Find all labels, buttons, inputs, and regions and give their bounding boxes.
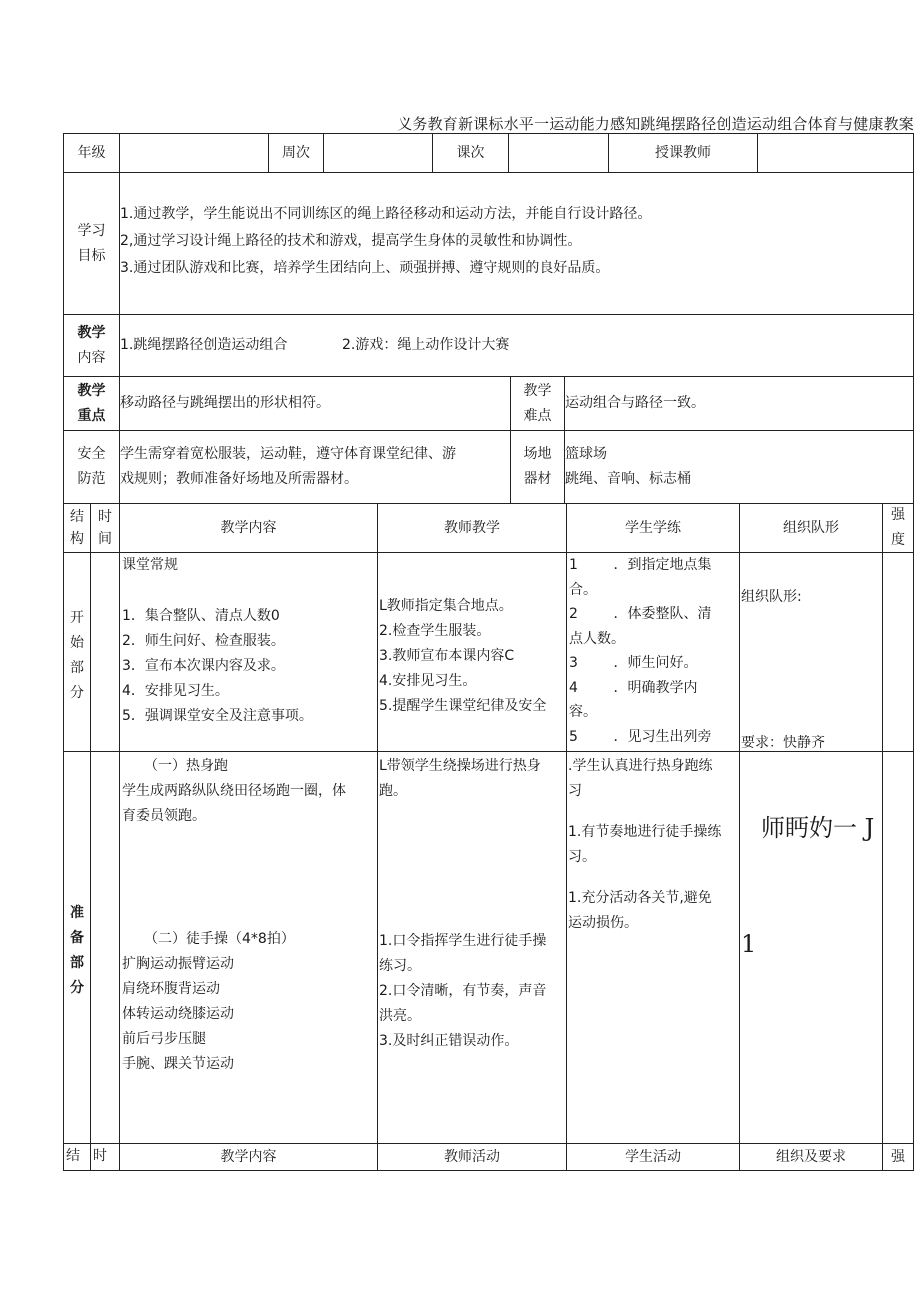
prep-section-label-cell [63,751,91,1144]
student-header: 学生学练 [625,519,681,536]
start-content-item: 5．强调课堂安全及注意事项。 [122,708,313,724]
grade-label-cell [63,133,120,173]
start-student-line: 5 ．见习生出列旁 [569,728,712,745]
grade-value-cell[interactable] [119,133,269,173]
prep-student-line: .学生认真进行热身跑练 [568,758,713,774]
content-label-cell [63,314,120,377]
prep-time-cell[interactable] [90,751,120,1144]
focus-cell [119,376,511,431]
prep-exercise-item: 手腕、踝关节运动 [122,1056,234,1072]
objectives-cell [119,172,914,315]
start-content-item: 2．师生问好、检查服装。 [122,633,285,649]
content-header: 教学内容 [220,519,277,536]
document-title: 义务教育新课标水平一运动能力感知跳绳摆路径创造运动组合体育与健康教案 [397,115,914,133]
lesson-label: 课次 [456,144,485,161]
footer-student: 学生活动 [625,1148,681,1165]
teacher-header: 教师教学 [444,519,500,536]
prep-student-line: 1.充分活动各关节,避免 [568,890,712,906]
safety-label-line2: 防范 [77,471,106,487]
safety-line: 学生需穿着宽松服装，运动鞋，遵守体育课堂纪律、游 [120,446,456,462]
prep-content-cell [119,751,378,1144]
content-header-cell [119,503,378,553]
prep-student-line: 习。 [568,849,596,865]
safety-label-cell [63,430,120,504]
intensity-header-line1: 强 [891,507,905,523]
prep-formation-scrawl-2: 1 [741,930,757,958]
prep-warmup-line: 学生成两路纵队绕田径场跑一圈，体 [122,783,346,799]
intensity-header-cell [882,503,914,553]
footer-time: 时 [93,1148,107,1164]
start-section-label-cell [63,552,91,752]
prep-student-line: 1.有节奏地进行徒手操练 [568,824,722,840]
venue-label-cell [510,430,565,504]
teacher-label: 授课教师 [655,144,711,161]
intensity-header-line2: 度 [891,532,905,548]
start-intensity-cell[interactable] [882,552,914,752]
start-student-line: 4 ．明确教学内 [569,679,698,696]
teacher-value-cell[interactable] [757,133,914,173]
start-content-item: 3．宣布本次课内容及求。 [122,658,285,674]
teacher-header-cell [377,503,567,553]
week-value-cell[interactable] [323,133,433,173]
prep-label-char: 分 [70,980,84,996]
start-content-title: 课堂常规 [122,557,178,573]
prep-student-line: 运动损伤。 [568,915,638,931]
time-header-line2: 间 [98,531,112,547]
prep-student-line: 习 [568,783,582,799]
prep-teacher-warmup-line: L带领学生绕操场进行热身 [379,758,541,774]
structure-header-line1: 结 [70,509,84,525]
prep-exercise-item: 前后弓步压腿 [122,1031,206,1047]
formation-header-cell [739,503,883,553]
footer-student-cell [566,1143,740,1171]
start-teacher-item: 4.安排见习生。 [379,673,477,689]
footer-time-cell [90,1143,120,1171]
content-label-line2: 内容 [77,349,106,366]
start-student-line: 容。 [569,704,597,720]
difficulty-cell [564,376,914,431]
start-label-char: 部 [70,660,84,676]
start-teacher-item: 3.教师宣布本课内容C [379,648,515,664]
prep-teacher-exercise-line: 1.口令指挥学生进行徒手操 [379,933,547,949]
footer-teacher-cell [377,1143,567,1171]
start-content-item: 1．集合整队、清点人数0 [122,608,280,624]
start-student-line: 2 ．体委整队、清 [569,606,712,622]
prep-label-char: 准 [70,905,84,921]
structure-header-line2: 构 [70,531,84,547]
content-item-2: 2.游戏：绳上动作设计大赛 [342,337,510,353]
prep-teacher-warmup-line: 跑。 [379,783,407,799]
lesson-label-cell [432,133,509,173]
content-item-1: 1.跳绳摆路径创造运动组合 [120,337,288,353]
focus-label-line2: 重点 [77,407,106,424]
prep-label-char: 备 [70,930,84,946]
prep-exercise-item: 扩胸运动振臂运动 [122,956,234,972]
start-formation-label: 组织队形: [741,589,802,605]
prep-teacher-exercise-line: 2.口令清晰，有节奏，声音 [379,983,547,999]
prep-exercise-item: 肩绕环腹背运动 [122,981,220,997]
week-label-cell [268,133,324,173]
objectives-label-line2: 目标 [77,247,106,264]
venue-line: 跳绳、音响、标志桶 [565,471,691,487]
footer-intensity: 强 [891,1148,905,1165]
venue-label-line1: 场地 [523,446,552,462]
focus-label-cell [63,376,120,431]
prep-teacher-exercise-line: 洪亮。 [379,1008,421,1024]
start-teacher-item: 2.检查学生服装。 [379,623,491,639]
start-label-char: 开 [70,610,84,626]
lesson-value-cell[interactable] [508,133,609,173]
start-label-char: 始 [70,635,84,651]
difficulty-label-line2: 难点 [523,407,552,424]
time-header-line1: 时 [98,509,112,525]
footer-formation-cell [739,1143,883,1171]
safety-line: 戏规则；教师准备好场地及所需器材。 [120,471,358,487]
start-teacher-item: 5.提醒学生课堂纪律及安全 [379,698,547,714]
objective-item: 1.通过教学，学生能说出不同训练区的绳上路径移动和运动方法，并能自行设计路径。 [120,206,652,222]
prep-label-char: 部 [70,955,84,971]
start-student-line: 合。 [569,581,597,598]
student-header-cell [566,503,740,553]
start-formation-cell [739,552,883,752]
venue-label-line2: 器材 [523,471,552,487]
prep-formation-scrawl: 师眄妁一 J [761,814,875,842]
footer-formation: 组织及要求 [776,1148,846,1165]
week-label: 周次 [282,144,310,161]
venue-line: 篮球场 [565,446,607,462]
objectives-label-line1: 学习 [77,222,106,239]
objective-item: 3.通过团队游戏和比赛，培养学生团结向上、顽强拼搏、遵守规则的良好品质。 [120,260,610,276]
prep-teacher-exercise-line: 练习。 [379,958,421,974]
start-label-char: 分 [70,685,84,701]
start-student-line: 3 ．师生问好。 [569,655,698,671]
prep-warmup-title: （一）热身跑 [144,758,228,774]
venue-cell [564,430,914,504]
start-teacher-item: L教师指定集合地点。 [379,598,513,614]
start-content-item: 4．安排见习生。 [122,683,229,699]
start-student-line: 1 ．到指定地点集 [569,557,712,573]
teacher-label-cell [608,133,758,173]
content-cell [119,314,914,377]
time-header-cell [90,503,120,553]
safety-label-line1: 安全 [77,446,106,462]
footer-structure: 结 [66,1148,80,1164]
footer-content-cell [119,1143,378,1171]
difficulty-label-line1: 教学 [523,382,552,399]
difficulty-label-cell [510,376,565,431]
footer-content: 教学内容 [220,1148,277,1165]
focus-text: 移动路径与跳绳摆出的形状相符。 [120,395,330,411]
prep-teacher-cell [377,751,567,1144]
safety-cell [119,430,511,504]
prep-teacher-exercise-line: 3.及时纠正错误动作。 [379,1033,519,1049]
start-teacher-cell [377,552,567,752]
objective-item: 2,通过学习设计绳上路径的技术和游戏，提高学生身体的灵敏性和协调性。 [120,233,582,249]
structure-header-cell [63,503,91,553]
start-student-cell [566,552,740,752]
start-content-cell [119,552,378,752]
footer-structure-cell [63,1143,91,1171]
footer-intensity-cell [882,1143,914,1171]
footer-teacher: 教师活动 [444,1148,500,1165]
prep-warmup-line: 育委员领跑。 [122,808,206,824]
prep-student-cell [566,751,740,1144]
content-label-line1: 教学 [77,324,106,341]
prep-intensity-cell[interactable] [882,751,914,1144]
focus-label-line1: 教学 [77,382,106,399]
prep-exercise-title: （二）徒手操（4*8拍） [144,931,295,947]
grade-label: 年级 [77,144,106,161]
start-time-cell[interactable] [90,552,120,752]
start-formation-requirement: 要求：快静齐 [741,735,825,751]
prep-exercise-item: 体转运动绕膝运动 [122,1006,234,1022]
prep-formation-cell [739,751,883,1144]
difficulty-text: 运动组合与路径一致。 [565,395,705,411]
start-student-line: 点人数。 [569,630,625,647]
objectives-label-cell [63,172,120,315]
formation-header: 组织队形 [783,519,839,536]
